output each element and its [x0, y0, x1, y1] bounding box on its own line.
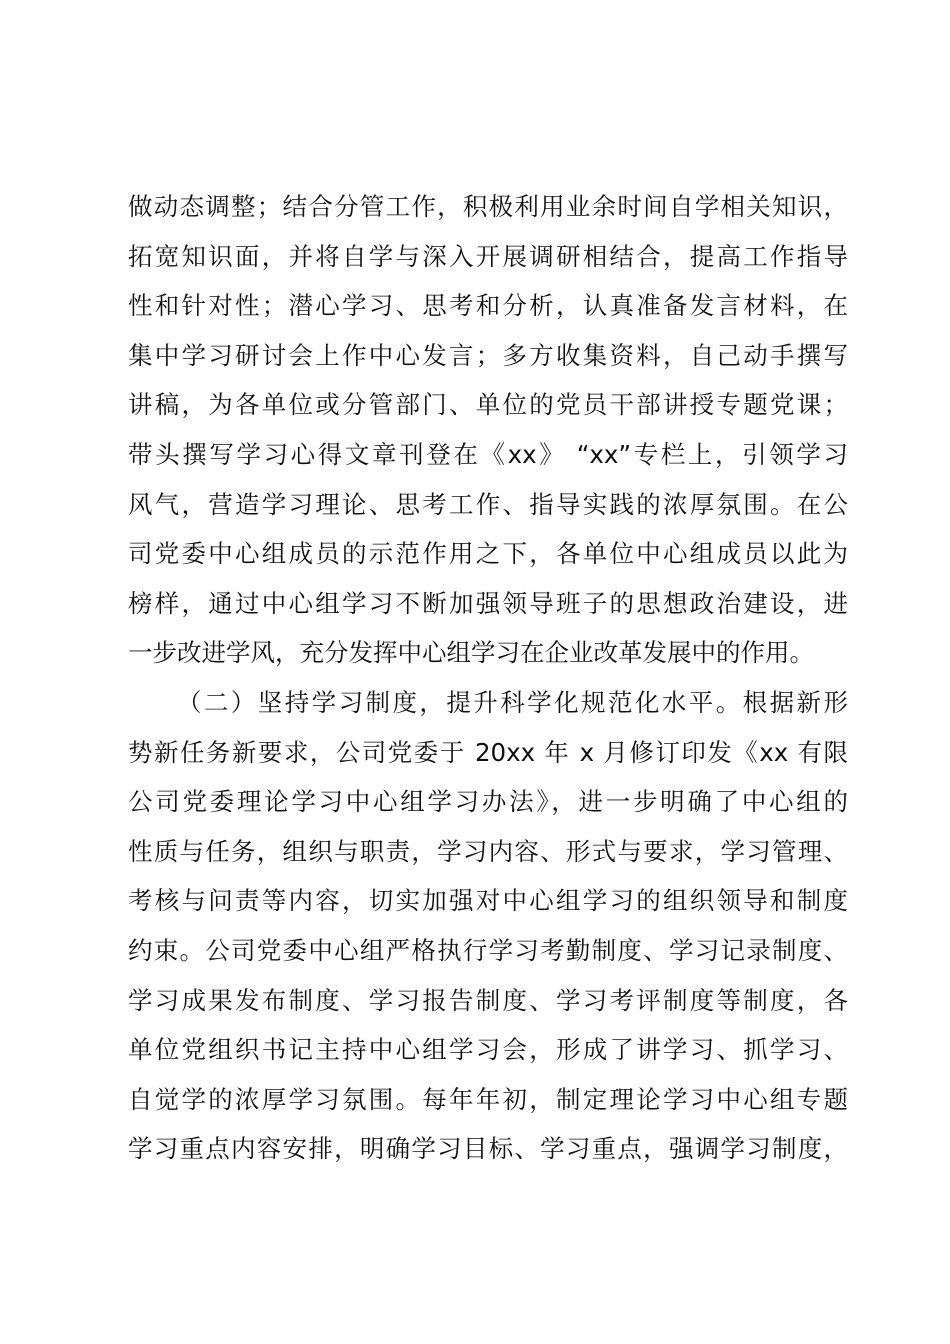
- text-line: 拓宽知识面，并将自学与深入开展调研相结合，提高工作指导: [128, 241, 848, 271]
- text-line: 约束。公司党委中心组严格执行学习考勤制度、学习记录制度、: [128, 935, 848, 965]
- text-line: 带头撰写学习心得文章刊登在《xx》 “xx”专栏上，引领学习: [128, 439, 848, 469]
- text-line: 考核与问责等内容，切实加强对中心组学习的组织领导和制度: [128, 886, 848, 916]
- text-line: 性和针对性；潜心学习、思考和分析，认真准备发言材料，在: [128, 291, 848, 321]
- text-line: 单位党组织书记主持中心组学习会，形成了讲学习、抓学习、: [128, 1035, 848, 1065]
- body-text: [128, 182, 848, 1174]
- text-line: 做动态调整；结合分管工作，积极利用业余时间自学相关知识，: [128, 192, 848, 221]
- text-line: 学习重点内容安排，明确学习目标、学习重点，强调学习制度，: [128, 1134, 848, 1164]
- text-line: 司党委中心组成员的示范作用之下，各单位中心组成员以此为: [128, 539, 848, 569]
- text-line: 一步改进学风，充分发挥中心组学习在企业改革发展中的作用。: [128, 638, 814, 668]
- text-line: 风气，营造学习理论、思考工作、指导实践的浓厚氛围。在公: [128, 489, 848, 519]
- text-line: 榜样，通过中心组学习不断加强领导班子的思想政治建设，进: [128, 588, 848, 618]
- text-line: 学习成果发布制度、学习报告制度、学习考评制度等制度，各: [128, 985, 848, 1015]
- text-line: 集中学习研讨会上作中心发言；多方收集资料，自己动手撰写: [128, 340, 848, 370]
- text-line: 性质与任务，组织与职责，学习内容、形式与要求，学习管理、: [128, 836, 848, 866]
- text-line: 自觉学的浓厚学习氛围。每年年初，制定理论学习中心组专题: [128, 1084, 848, 1114]
- text-line: 讲稿，为各单位或分管部门、单位的党员干部讲授专题党课；: [128, 390, 848, 420]
- text-line: 公司党委理论学习中心组学习办法》，进一步明确了中心组的: [128, 787, 848, 817]
- text-line: （二）坚持学习制度，提升科学化规范化水平。根据新形: [177, 687, 848, 717]
- text-line: 势新任务新要求，公司党委于 20xx 年 x 月修订印发《xx 有限: [128, 737, 848, 767]
